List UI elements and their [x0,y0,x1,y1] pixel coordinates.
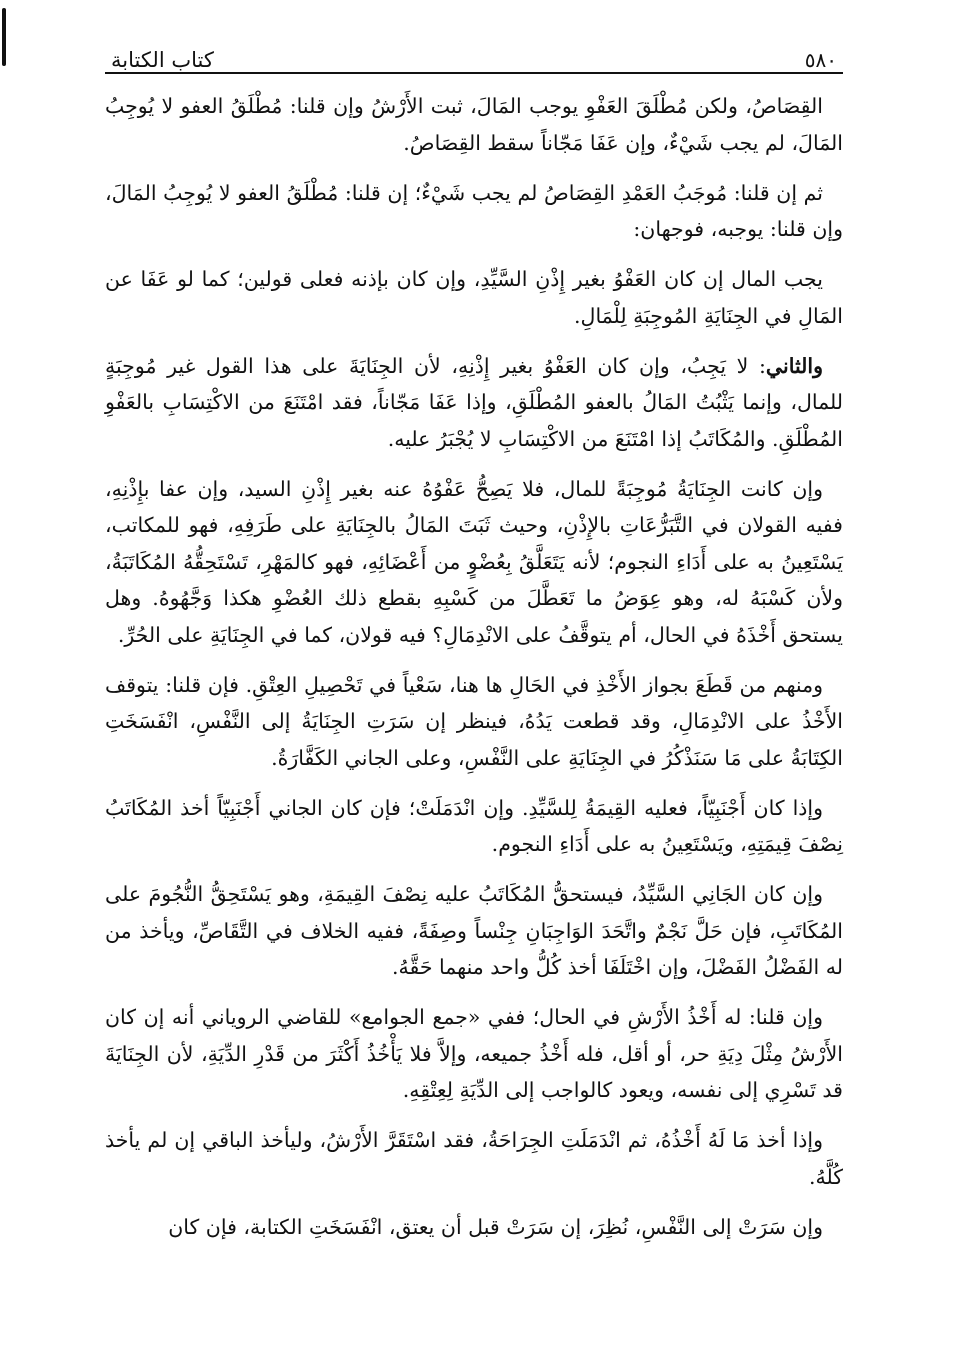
paragraph-6 [105,667,843,777]
paragraph-lead-word: والثاني [765,353,823,378]
paragraph-1 [105,88,843,161]
paragraph-text: وإن قلنا: له أَخْذُ الأَرْشِ في الحال؛ ففي «جمع الجوامع» للقاضي الروياني أنه إن كان الأَرْشُ مِثْلَ دِيَةِ حر، أو أقل، فله أَخْذُ جميعه، وإلاَّ فلا يَأْخُذُ أَكْثَرَ من قَدْرِ الدِّيَةِ، لأن الجِنَايَةَ قد تَسْرِي إلى نفسه، ويعود كالواجب إلى الدِّيَةِ لِعِتْقِهِ. [105,1005,843,1102]
paragraph-text: وإذا أخذ مَا لَهُ أَخْذُهُ، ثم انْدَمَلَتِ الجِرَاحَةُ، فقد اسْتَقَرَّ الأَرْشُ، وليأخذ الباقي إن لم يأخذ كُلَّهُ. [105,1128,843,1189]
paragraph-9 [105,999,843,1109]
page-number: ٥٨٠ [804,48,837,72]
paragraph-text: وإن سَرَتْ إلى النَّفْسِ، نُظِرَ، إن سَرَتْ قبل أن يعتق، انْفَسَخَتِ الكتابة، فإن كان [168,1214,823,1239]
paragraph-5 [105,471,843,654]
paragraph-text: : لا يَجِبُ، وإن كان العَفْوُ بغير إِذْنِهِ، لأن الجِنَايَةَ على هذا القول غير مُوجِبَةٍ للمال، وإنما يَثْبُتُ المَالُ بالعفو المُطْلَقِ، وإذا عَفَا مَجّاناً، فقد امْتَنَعَ من الاكْتِسَابِ بالعَفْوِ المُطْلَقِ. والمُكَاتَبُ إذا امْتَنَعَ من الاكْتِسَابِ لا يُجْبَرُ عليه. [105,353,843,451]
paragraph-10 [105,1122,843,1195]
body-text [105,88,843,1245]
paragraph-text: وإذا كان أَجْنَبِيّاً، فعليه القِيمَةُ لِلسَّيِّدِ. وإن انْدَمَلَتْ؛ فإن كان الجاني أَجْنَبِيّاً أخذ المُكَاتَبُ نِصْفَ قِيمَتِهِ، ويَسْتَعِينُ به على أَدَاءِ النجوم. [105,795,843,856]
paragraph-7 [105,790,843,863]
paragraph-11 [105,1209,843,1246]
paragraph-8 [105,876,843,986]
book-title: كتاب الكتابة [111,48,214,72]
document-page [105,40,843,1259]
paragraph-3 [105,261,843,334]
paragraph-4 [105,348,843,458]
paragraph-text: القِصَاصُ، ولكن مُطْلَقَ العَفْوِ يوجب المَالَ، ثبت الأَرْشُ وإن قلنا: مُطْلَقُ العفو لا يُوجِبُ المَالَ، لم يجب شَيْءٌ، وإن عَفَا مَجّاناً سقط القِصَاصُ. [105,94,843,155]
paragraph-text: ثم إن قلنا: مُوجَبُ العَمْدِ القِصَاصُ لم يجب شَيْءٌ؛ إن قلنا: مُطْلَقُ العفو لا يُوجِبُ المَالَ، وإن قلنا: يوجبه، فوجهان: [105,180,843,241]
page-edge-mark [2,8,6,66]
paragraph-text: يجب المال إن كان العَفْوُ بغير إِذْنِ السَّيِّدِ، وإن كان بإذنه فعلى قولين؛ كما لو عَفَا عن المَالِ في الجِنَايَةِ المُوجِبَةِ لِلْمَالِ. [105,267,843,328]
paragraph-text: وإن كانت الجِنَايَةُ مُوجِبَةً للمال، فلا يَصِحُّ عَفْوُهُ عنه بغير إِذْنِ السيد، وإن عفا بإِذْنِهِ، ففيه القولان في التَّبَرُّعَاتِ بالإِذْنِ، وحيث ثَبَتَ المَالُ بالجِنَايَةِ على طَرَفِهِ، فهو للمكاتب، يَسْتَعِينُ به على أَدَاءِ النجوم؛ لأنه يَتَعَلَّقُ بِعُضْوٍ من أَعْضَائِهِ، فهو كالمَهْرِ، تَسْتَحِقُّهُ المُكَاتَبَةُ، ولأن كَسْبَهُ له، وهو عِوَضُ ما تَعَطَّلَ من كَسْبِهِ بقطع ذلك العُضْوِ هكذا وَجَّهُوهُ. وهل يستحق أَخْذَهُ في الحال، أم يتوقَّفُ على الانْدِمَالِ؟ فيه قولان، كما في الجِنَايَةِ على الحُرِّ. [105,476,843,647]
paragraph-text: ومنهم من قَطَعَ بجواز الأَخْذِ في الحَالِ ها هنا، سَعْياً في تَحْصِيلِ العِتْقِ. فإن قلنا: يتوقف الأَخْذُ على الانْدِمَالِ، وقد قطعت يَدُهُ، فينظر إن سَرَتِ الجِنَايَةُ إلى النَّفْسِ، انْفَسَخَتِ الكِتَابَةُ على مَا سَنَذْكُرُ في الجِنَايَةِ على النَّفْسِ، وعلى الجاني الكَفَّارَةُ. [105,672,843,770]
page-header [105,40,843,74]
paragraph-text: وإن كان الجَانِي السَّيِّدُ، فيستحقُّ المُكَاتَبُ عليه نِصْفَ القِيمَةِ، وهو يَسْتَحِقُّ النُّجُومَ على المُكَاتَبِ، فإن حَلَّ نَجْمٌ واتَّحَدَ الوَاجِبَانِ جِنْساً وصِفَةً، ففيه الخلاف في التَّقَاصِّ، ويأخذ من له الفَضْلُ الفَضْلَ، وإن اخْتَلَفَا أخذ كُلُّ واحد منهما حَقَّهُ. [105,882,843,979]
paragraph-2 [105,175,843,248]
